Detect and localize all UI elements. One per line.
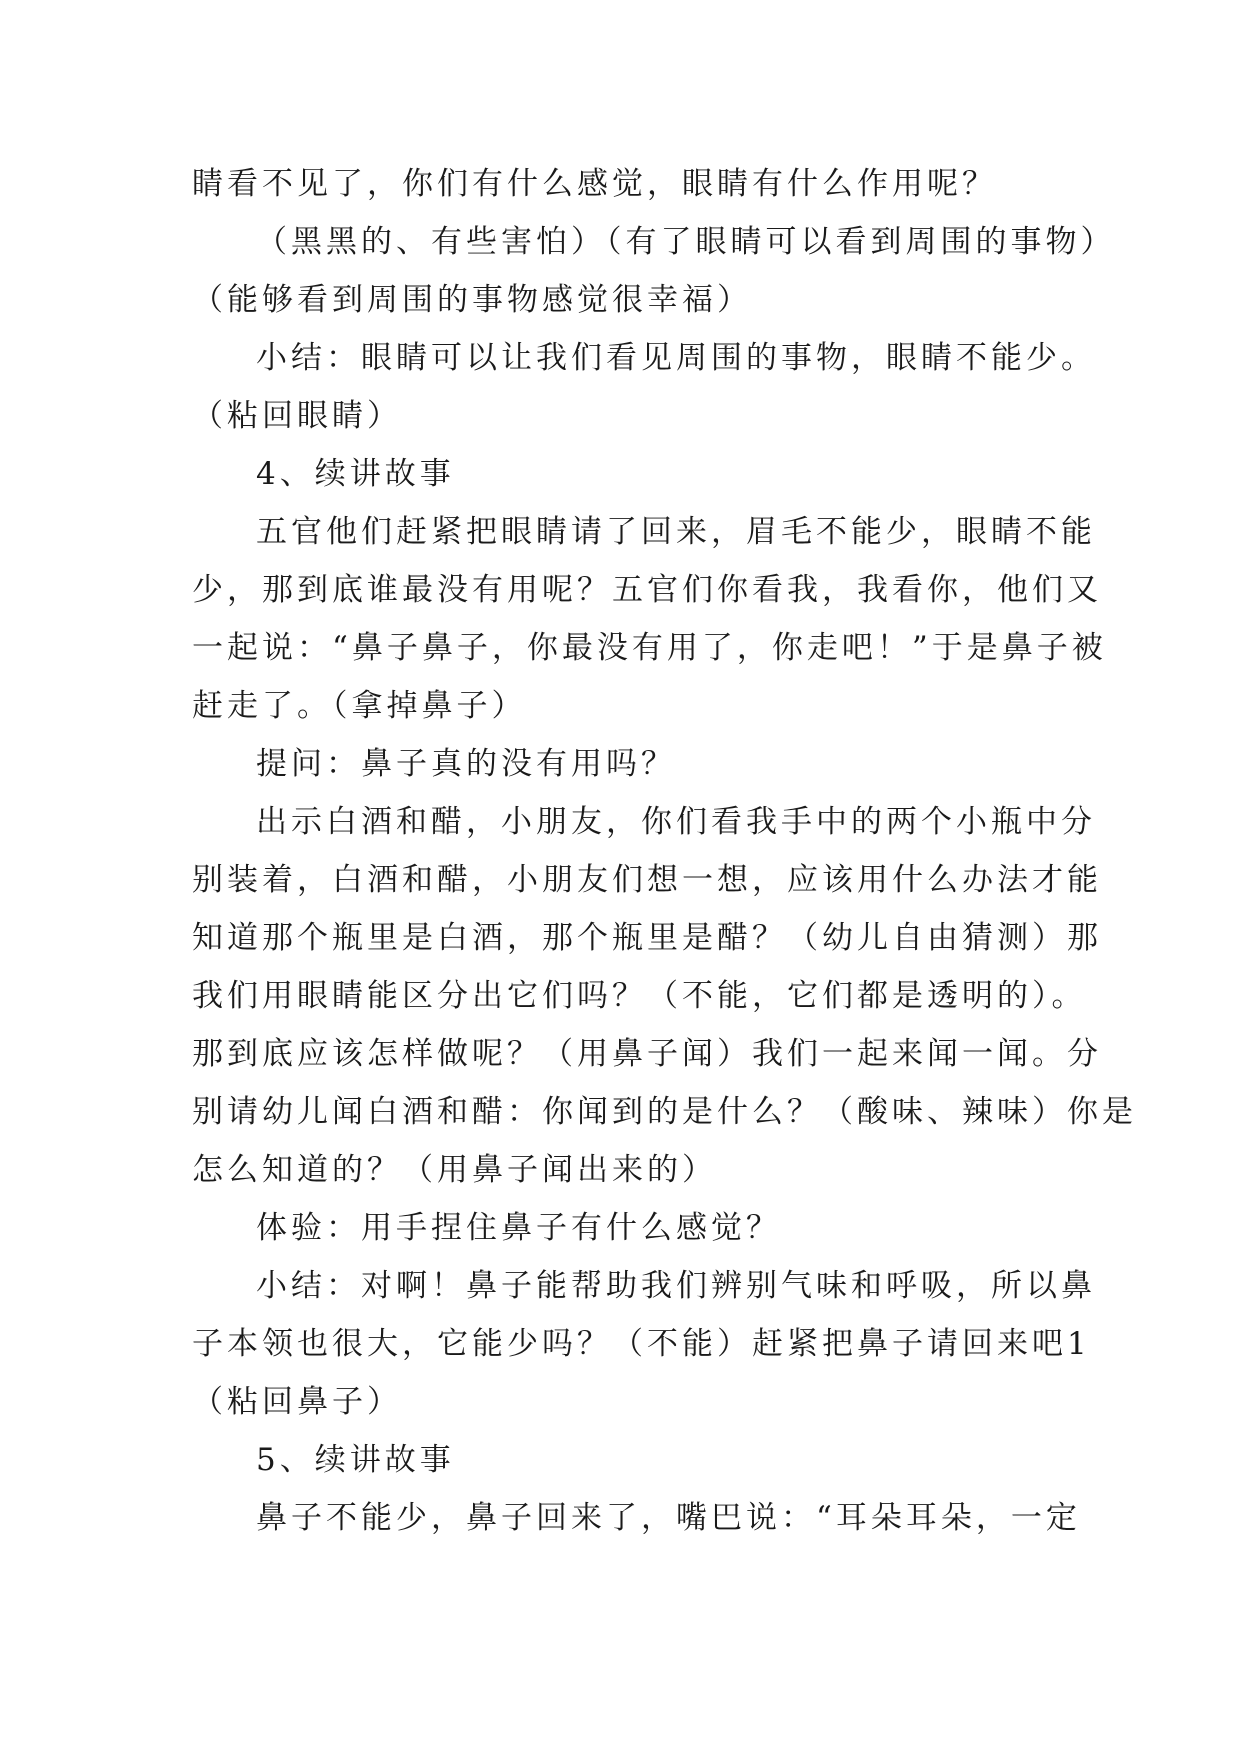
document-body (192, 155, 1137, 1547)
text-line: 赶走了。（拿掉鼻子） (192, 688, 527, 724)
text-line: （能够看到周围的事物感觉很幸福） (192, 282, 752, 318)
text-line: 我们用眼睛能区分出它们吗？（不能，它们都是透明的）。 (192, 978, 1087, 1014)
text-line: 少，那到底谁最没有用呢？五官们你看我，我看你，他们又 (192, 572, 1102, 608)
text-line: 别请幼儿闻白酒和醋：你闻到的是什么？（酸味、辣味）你是 (192, 1094, 1137, 1130)
question-line: 提问：鼻子真的没有用吗？ (256, 746, 676, 782)
section-heading: 4、续讲故事 (256, 456, 455, 492)
text-line: 怎么知道的？（用鼻子闻出来的） (192, 1152, 717, 1188)
section-heading: 5、续讲故事 (256, 1442, 455, 1478)
text-line: （粘回眼睛） (192, 398, 402, 434)
text-line: （黑黑的、有些害怕）（有了眼睛可以看到周围的事物） (256, 224, 1116, 260)
text-line: （粘回鼻子） (192, 1384, 402, 1420)
text-line: 鼻子不能少，鼻子回来了，嘴巴说：“耳朵耳朵，一定 (256, 1500, 1081, 1536)
summary-line: 小结：眼睛可以让我们看见周围的事物，眼睛不能少。 (256, 340, 1096, 376)
experience-line: 体验：用手捏住鼻子有什么感觉？ (256, 1210, 781, 1246)
text-line: 五官他们赶紧把眼睛请了回来，眉毛不能少，眼睛不能 (256, 514, 1096, 550)
text-line: 那到底应该怎样做呢？（用鼻子闻）我们一起来闻一闻。分 (192, 1036, 1102, 1072)
summary-line: 小结：对啊！鼻子能帮助我们辨别气味和呼吸，所以鼻 (256, 1268, 1096, 1304)
text-line: 出示白酒和醋，小朋友，你们看我手中的两个小瓶中分 (256, 804, 1096, 840)
text-line: 一起说：“鼻子鼻子，你最没有用了，你走吧！”于是鼻子被 (192, 630, 1107, 666)
text-line: 知道那个瓶里是白酒，那个瓶里是醋？（幼儿自由猜测）那 (192, 920, 1102, 956)
text-line: 子本领也很大，它能少吗？（不能）赶紧把鼻子请回来吧1 (192, 1326, 1091, 1362)
text-line: 别装着，白酒和醋，小朋友们想一想，应该用什么办法才能 (192, 862, 1102, 898)
text-line: 睛看不见了，你们有什么感觉，眼睛有什么作用呢？ (192, 166, 997, 202)
